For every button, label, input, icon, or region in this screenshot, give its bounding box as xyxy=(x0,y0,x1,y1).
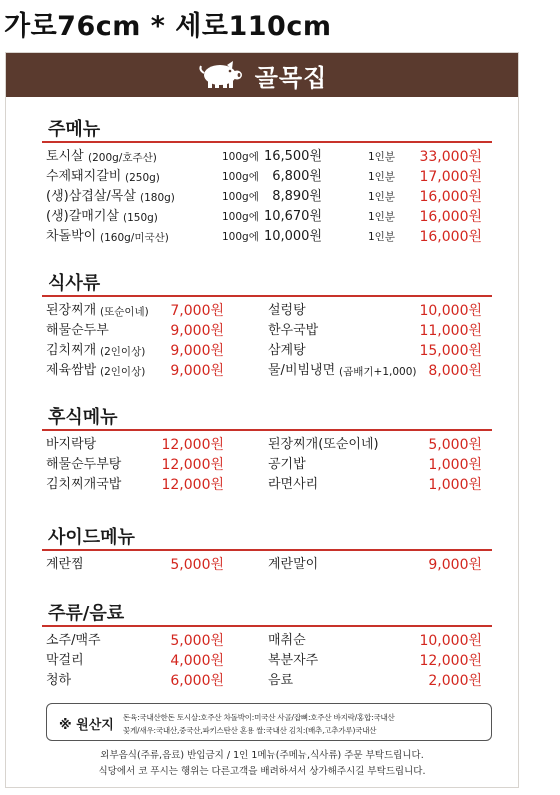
item-name: 계란말이 xyxy=(268,557,319,572)
item-price: 10,000원 xyxy=(419,303,482,319)
item-price: 5,000원 xyxy=(428,437,482,453)
item-name: 음료 xyxy=(268,673,294,688)
item-portion: 1인분 xyxy=(368,171,395,183)
item-price: 11,000원 xyxy=(419,323,482,339)
section-rule xyxy=(42,295,492,297)
item-unit-price: 10,000원 xyxy=(263,229,322,244)
section-rule xyxy=(42,549,492,551)
item-name: 청하 xyxy=(46,673,72,688)
restaurant-name: 골목집 xyxy=(254,63,328,92)
item-name: 공기밥 xyxy=(268,457,306,472)
item-name: 라면사리 xyxy=(268,477,319,492)
item-name: (생)갈매기살 xyxy=(46,209,119,224)
item-unit: 100g에 xyxy=(222,191,259,203)
item-note: (160g/미국산) xyxy=(100,232,169,244)
item-name: 소주/맥주 xyxy=(46,633,101,648)
item-name: 한우국밥 xyxy=(268,323,319,338)
item-name: 김치찌개국밥 xyxy=(46,477,122,492)
origin-box xyxy=(46,703,492,741)
item-unit-price: 8,890원 xyxy=(272,189,322,204)
item-name: 김치찌개 xyxy=(46,343,97,358)
item-price: 9,000원 xyxy=(170,343,224,359)
item-price: 8,000원 xyxy=(428,363,482,379)
item-price: 9,000원 xyxy=(170,363,224,379)
item-price: 6,000원 xyxy=(170,673,224,689)
item-name: 바지락탕 xyxy=(46,437,97,452)
item-price: 12,000원 xyxy=(161,437,224,453)
drinks-row xyxy=(6,671,518,691)
item-price: 1,000원 xyxy=(428,477,482,493)
item-name: 차돌박이 xyxy=(46,229,97,244)
section-rule xyxy=(42,625,492,627)
item-name: 계란찜 xyxy=(46,557,84,572)
item-price: 5,000원 xyxy=(170,633,224,649)
meals-row xyxy=(6,301,518,321)
item-price: 17,000원 xyxy=(419,169,482,185)
item-name: 해물순두부탕 xyxy=(46,457,122,472)
item-price: 4,000원 xyxy=(170,653,224,669)
item-unit-price: 10,670원 xyxy=(263,209,322,224)
notice-line: 외부음식(주류,음료) 반입금지 / 1인 1메뉴(주메뉴,식사류) 주문 부탁드립니다. xyxy=(100,750,424,761)
item-price: 15,000원 xyxy=(419,343,482,359)
section-rule xyxy=(42,141,492,143)
menu-board xyxy=(5,52,519,788)
item-unit-price: 6,800원 xyxy=(272,169,322,184)
item-portion: 1인분 xyxy=(368,191,395,203)
item-note: (2인이상) xyxy=(100,346,146,358)
item-price: 10,000원 xyxy=(419,633,482,649)
item-unit-price: 16,500원 xyxy=(263,149,322,164)
item-name: 토시살 xyxy=(46,149,84,164)
drinks-row xyxy=(6,631,518,651)
item-note: (200g/호주산) xyxy=(88,152,157,164)
meals-row xyxy=(6,361,518,381)
size-title: 가로76cm * 세로110cm xyxy=(4,11,332,42)
after_meal-row xyxy=(6,455,518,475)
main-menu-item xyxy=(6,147,518,167)
section-title-after-meal: 후식메뉴 xyxy=(48,407,118,428)
section-title-meals: 식사류 xyxy=(48,273,101,294)
item-name: 수제돼지갈비 xyxy=(46,169,122,184)
section-title-side-menu: 사이드메뉴 xyxy=(48,527,135,548)
item-note: (250g) xyxy=(125,172,160,184)
item-name: 막걸리 xyxy=(46,653,84,668)
item-name: 설렁탕 xyxy=(268,303,306,318)
main-menu-item xyxy=(6,227,518,247)
meals-row xyxy=(6,321,518,341)
item-price: 16,000원 xyxy=(419,189,482,205)
item-portion: 1인분 xyxy=(368,151,395,163)
origin-line: 꽃게/새우:국내산,중국산,파키스탄산 혼용 쌀:국내산 김치:(배추,고추가루)국내산 xyxy=(123,726,377,735)
item-note: (곱배기+1,000) xyxy=(339,366,417,378)
item-unit: 100g에 xyxy=(222,151,259,163)
item-price: 1,000원 xyxy=(428,457,482,473)
section-title-main-menu: 주메뉴 xyxy=(48,119,101,140)
main-menu-item xyxy=(6,187,518,207)
item-note: (또순이네) xyxy=(100,306,149,318)
item-price: 9,000원 xyxy=(170,323,224,339)
item-unit: 100g에 xyxy=(222,231,259,243)
item-unit: 100g에 xyxy=(222,211,259,223)
item-name: (생)삼겹살/목살 xyxy=(46,189,136,204)
item-name: 해물순두부 xyxy=(46,323,109,338)
item-name: 삼계탕 xyxy=(268,343,306,358)
meals-row xyxy=(6,341,518,361)
after_meal-row xyxy=(6,475,518,495)
item-name: 제육쌈밥 xyxy=(46,363,97,378)
menu-header xyxy=(6,53,518,97)
item-note: (2인이상) xyxy=(100,366,146,378)
item-name: 매취순 xyxy=(268,633,306,648)
pig-icon xyxy=(197,60,245,90)
item-price: 16,000원 xyxy=(419,209,482,225)
item-price: 5,000원 xyxy=(170,557,224,573)
item-portion: 1인분 xyxy=(368,211,395,223)
item-price: 12,000원 xyxy=(419,653,482,669)
main-menu-item xyxy=(6,167,518,187)
drinks-row xyxy=(6,651,518,671)
item-note: (180g) xyxy=(140,192,175,204)
item-price: 12,000원 xyxy=(161,477,224,493)
section-title-drinks: 주류/음료 xyxy=(48,603,125,624)
notice-line: 식당에서 코 푸시는 행위는 다른고객을 배려하셔서 상가해주시길 부탁드립니다. xyxy=(98,766,426,777)
origin-label: ※ 원산지 xyxy=(59,718,114,733)
item-name: 물/비빔냉면 xyxy=(268,363,336,378)
item-name: 복분자주 xyxy=(268,653,319,668)
after_meal-row xyxy=(6,435,518,455)
origin-line: 돈육:국내산한돈 토시살:호주산 차돌박이:미국산 사골/잡뼈:호주산 바지락/홍합:국내산 xyxy=(123,713,395,722)
item-name: 된장찌개(또순이네) xyxy=(268,437,379,452)
item-price: 33,000원 xyxy=(419,149,482,165)
item-note: (150g) xyxy=(123,212,158,224)
item-price: 2,000원 xyxy=(428,673,482,689)
item-price: 16,000원 xyxy=(419,229,482,245)
main-menu-item xyxy=(6,207,518,227)
item-name: 된장찌개 xyxy=(46,303,97,318)
item-price: 9,000원 xyxy=(428,557,482,573)
side_menu-row xyxy=(6,555,518,575)
item-portion: 1인분 xyxy=(368,231,395,243)
section-rule xyxy=(42,429,492,431)
item-price: 7,000원 xyxy=(170,303,224,319)
item-price: 12,000원 xyxy=(161,457,224,473)
item-unit: 100g에 xyxy=(222,171,259,183)
